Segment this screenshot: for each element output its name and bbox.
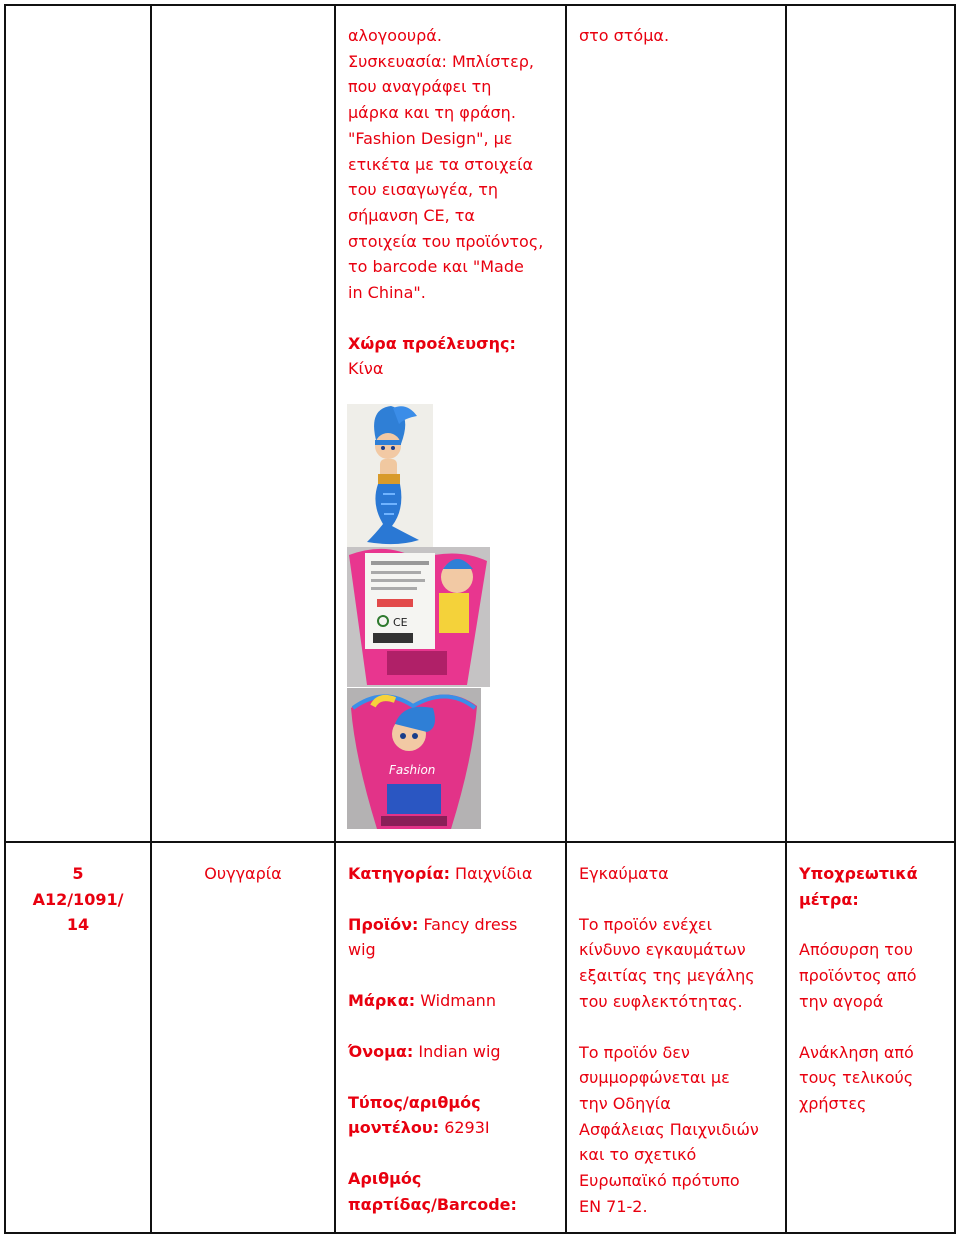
category-value: Παιχνίδια [449,864,533,883]
measures-cell [799,861,951,1117]
measures-title-cont: μέτρα: [799,889,859,909]
model-value: 6293I [439,1118,490,1138]
noncompliance-line: Ευρωπαϊκό πρότυπο [579,1171,740,1191]
product-label: Προϊόν: [348,914,419,934]
table-border-col3 [565,4,567,1234]
description-line: μάρκα και τη φράση. [348,103,516,123]
origin-value: Κίνα [348,359,384,379]
noncompliance-line: Ασφάλειας Παιχνιδιών [579,1119,759,1139]
risk-title: Εγκαύματα [579,864,669,883]
name-value: Indian wig [413,1041,501,1061]
category-label: Κατηγορία: [348,864,450,883]
description-line: το barcode και "Made [348,257,524,277]
description-line: in China". [348,283,426,303]
table-border-bottom [4,1232,956,1234]
product-description-cell [348,23,558,382]
model-label-cont: μοντέλου: [348,1118,440,1138]
brand-label: Μάρκα: [348,991,416,1011]
description-line: σήμανση CE, τα [348,205,475,225]
noncompliance-line: την Οδηγία [579,1093,671,1113]
table-border-right [954,4,956,1234]
measures-extra-line: τους τελικούς [799,1068,914,1088]
description-line: αλογοουρά. [348,26,442,45]
table-border-col4 [785,4,787,1234]
origin-label: Χώρα προέλευσης: [348,333,516,353]
product-value: Fancy dress [418,914,518,934]
batch-label-cont: παρτίδας/Barcode: [348,1194,517,1214]
model-label: Τύπος/αριθμός [348,1092,481,1112]
risk-desc-line: Το προϊόν ενέχει [579,914,712,934]
brand-value: Widmann [415,991,496,1011]
description-line: που αναγράφει τη [348,77,492,97]
measures-line: την αγορά [799,991,884,1011]
risk-desc-line: εξαιτίας της μεγάλης [579,966,755,986]
noncompliance-line: ΕΝ 71-2. [579,1196,648,1216]
name-label: Όνομα: [348,1041,414,1061]
table-border-col2 [334,4,336,1234]
measures-line: προϊόντος από [799,966,917,986]
blister-back-photo [347,547,490,687]
entry-code: A12/1091/ [32,889,124,909]
noncompliance-line: και το σχετικό [579,1145,697,1165]
measures-extra-line: Ανάκληση από [799,1042,914,1062]
svg-text:Fashion: Fashion [389,763,436,777]
risk-description-cell [579,23,779,49]
measures-extra-line: χρήστες [799,1093,867,1113]
product-value-cont: wig [348,940,376,960]
entry-number-cell [6,861,150,938]
entry-number: 5 [72,864,84,883]
mermaid-doll-photo [347,404,433,547]
measures-line: Απόσυρση του [799,940,913,960]
noncompliance-line: Το προϊόν δεν [579,1042,690,1062]
risk-description-end: στο στόμα. [579,26,670,45]
notifying-country: Ουγγαρία [204,864,282,883]
risk-desc-line: του ευφλεκτότητας. [579,991,743,1011]
svg-text:CE: CE [393,616,408,629]
entry-code-cont: 14 [66,915,90,935]
table-border-col1 [150,4,152,1234]
blister-front-photo [347,688,481,829]
table-border-top [4,4,956,6]
noncompliance-line: συμμορφώνεται με [579,1068,730,1088]
description-line: "Fashion Design", με [348,128,513,148]
row-divider [4,841,956,843]
measures-title: Υποχρεωτικά [799,864,918,883]
risk-desc-line: κίνδυνο εγκαυμάτων [579,940,746,960]
product-details-cell [348,861,560,1217]
description-line: ετικέτα με τα στοιχεία [348,154,534,174]
batch-label: Αριθμός [348,1168,422,1188]
description-line: του εισαγωγέα, τη [348,180,498,200]
description-line: Συσκευασία: Μπλίστερ, [348,51,534,71]
risk-cell [579,861,781,1219]
description-line: στοιχεία του προϊόντος, [348,231,544,251]
notifying-country-cell [152,861,334,887]
table-border-left [4,4,6,1234]
